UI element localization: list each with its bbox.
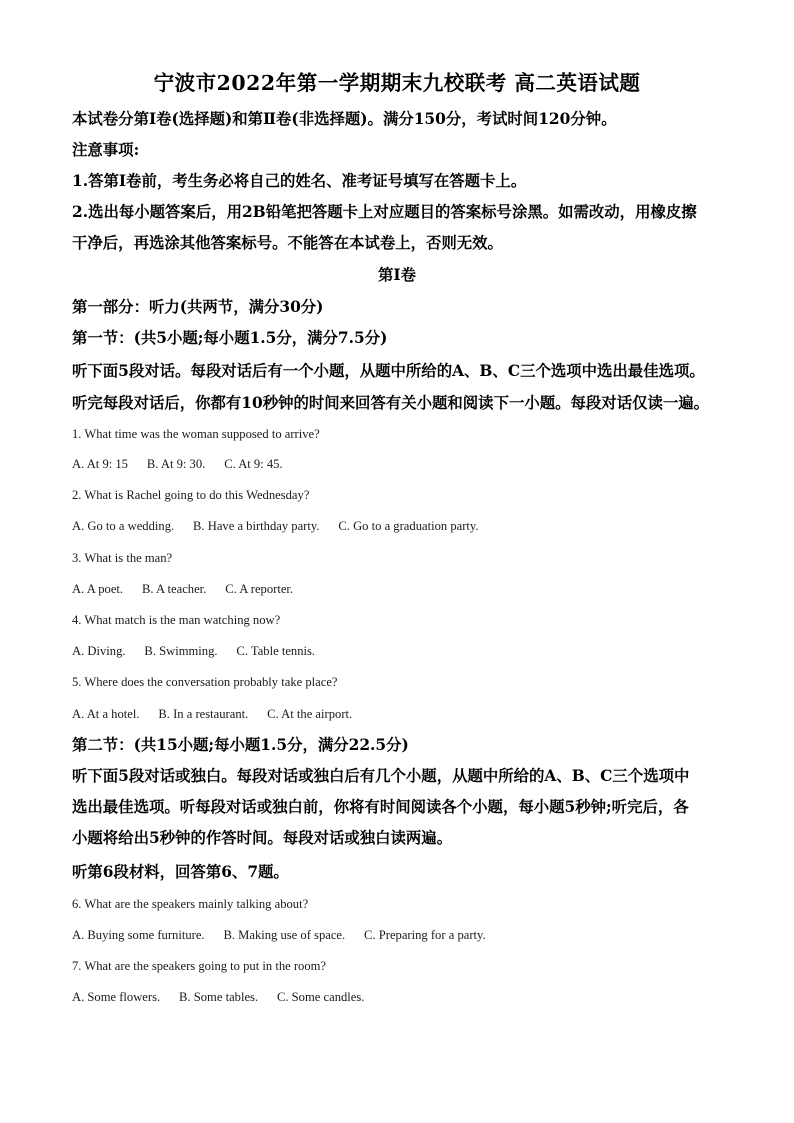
question-4-options: A. Diving. B. Swimming. C. Table tennis.	[72, 644, 316, 658]
question-5-options: A. At a hotel. B. In a restaurant. C. At the airport.	[72, 707, 353, 721]
question-6-options: A. Buying some furniture. B. Making use of space. C. Preparing for a party.	[72, 928, 486, 942]
question-3-options: A. A poet. B. A teacher. C. A reporter.	[72, 582, 294, 596]
page-title: 宁波市2022年第一学期期末九校联考 高二英语试题	[153, 71, 641, 95]
notice-item-1: 1.答第Ⅰ卷前，考生务必将自己的姓名、准考证号填写在答题卡上。	[72, 172, 527, 190]
question-4: 4. What match is the man watching now?	[72, 613, 281, 627]
section1-instruction-line-1: 听下面5段对话。每段对话后有一个小题，从题中所给的A、B、C三个选项中选出最佳选项。	[72, 362, 705, 380]
question-7: 7. What are the speakers going to put in the room?	[72, 959, 327, 973]
question-3: 3. What is the man?	[72, 551, 173, 565]
question-2: 2. What is Rachel going to do this Wednesday?	[72, 488, 310, 502]
section1-instruction-line-2: 听完每段对话后，你都有10秒钟的时间来回答有关小题和阅读下一小题。每段对话仅读一遍。	[72, 394, 710, 412]
notice-item-2-line-1: 2.选出每小题答案后，用2B铅笔把答题卡上对应题目的答案标号涂黑。如需改动，用橡皮擦	[72, 203, 697, 221]
section1-heading: 第一节：(共5小题;每小题1.5分，满分7.5分)	[72, 329, 388, 347]
section2-instruction-line-3: 小题将给出5秒钟的作答时间。每段对话或独白读两遍。	[72, 829, 453, 847]
part1-heading: 第一部分：听力(共两节，满分30分)	[72, 298, 324, 316]
section2-instruction-line-2: 选出最佳选项。听每段对话或独白前，你将有时间阅读各个小题，每小题5秒钟;听完后，各	[72, 798, 689, 816]
question-5: 5. Where does the conversation probably take place?	[72, 675, 338, 689]
section2-heading: 第二节：(共15小题;每小题1.5分，满分22.5分)	[72, 736, 409, 754]
notice-heading: 注意事项:	[72, 141, 140, 159]
question-1-options: A. At 9: 15 B. At 9: 30. C. At 9: 45.	[72, 457, 283, 471]
volume-heading: 第Ⅰ卷	[378, 266, 416, 284]
material-6-heading: 听第6段材料，回答第6、7题。	[72, 863, 289, 881]
question-2-options: A. Go to a wedding. B. Have a birthday party. C. Go to a graduation party.	[72, 519, 479, 533]
question-1: 1. What time was the woman supposed to arrive?	[72, 427, 320, 441]
intro-text: 本试卷分第Ⅰ卷(选择题)和第Ⅱ卷(非选择题)。满分150分，考试时间120分钟。	[72, 110, 617, 128]
notice-item-2-line-2: 干净后，再选涂其他答案标号。不能答在本试卷上，否则无效。	[72, 234, 503, 252]
question-6: 6. What are the speakers mainly talking about?	[72, 897, 309, 911]
question-7-options: A. Some flowers. B. Some tables. C. Some candles.	[72, 990, 365, 1004]
section2-instruction-line-1: 听下面5段对话或独白。每段对话或独白后有几个小题，从题中所给的A、B、C三个选项中	[72, 767, 690, 785]
